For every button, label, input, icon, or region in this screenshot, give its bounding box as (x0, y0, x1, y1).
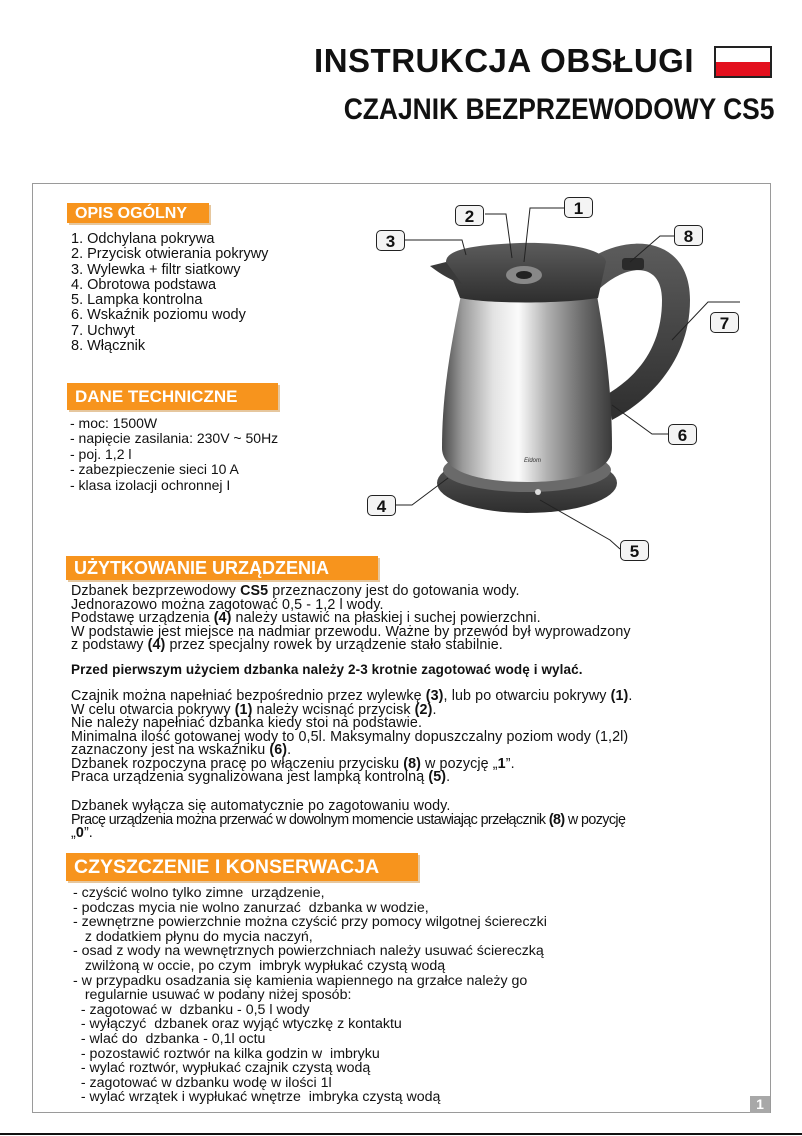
footer-rule (0, 1133, 802, 1135)
text-line: Dzbanek bezprzewodowy CS5 przeznaczony jest do gotowania wody. (71, 583, 520, 599)
document-title: INSTRUKCJA OBSŁUGI (314, 42, 694, 79)
list-item: 8. Włącznik (71, 338, 146, 355)
cleaning-list (73, 886, 547, 1105)
list-item: 5. Lampka kontrolna (71, 292, 203, 309)
list-item: - moc: 1500W (70, 415, 158, 431)
list-item: - w przypadku osadzania się kamienia wapiennego na grzałce należy go (73, 972, 528, 989)
kettle-body (442, 290, 612, 482)
list-item: - zagotować w dzbanku - 0,5 l wody (73, 1001, 310, 1018)
list-item: - wyłączyć dzbanek oraz wyjąć wtyczkę z kontaktu (73, 1016, 402, 1033)
document-subtitle: CZAJNIK BEZPRZEWODOWY CS5 (343, 93, 774, 126)
list-item: - wylać roztwór, wypłukać czajnik czystą wodą (73, 1060, 371, 1077)
list-item: - wlać do dzbanka - 0,1l octu (73, 1030, 266, 1047)
usage-intro (71, 585, 631, 653)
page-number: 1 (750, 1096, 770, 1113)
kettle-logo: Eldom (524, 458, 542, 464)
text-line: Podstawę urządzenia (4) należy ustawić na płaskiej i suchej powierzchni. (71, 610, 541, 626)
text-line: zaznaczony jest na wskaźniku (6). (71, 742, 292, 758)
list-item: 4. Obrotowa podstawa (71, 276, 217, 293)
list-item: - wylać wrzątek i wypłukać wnętrze imbryka czystą wodą (73, 1089, 441, 1106)
list-item: - pozostawić roztwór na kilka godzin w imbryku (73, 1045, 380, 1062)
callout-label: 2 (455, 205, 484, 226)
text-line: Nie należy napełniać dzbanka kiedy stoi na podstawie. (71, 715, 423, 731)
text-line: Praca urządzenia sygnalizowana jest lampką kontrolną (5). (71, 769, 451, 785)
usage-auto-off (71, 800, 625, 841)
list-item: - podczas mycia nie wolno zanurzać dzbanka w wodzie, (73, 899, 429, 916)
text-line: Pracę urządzenia można przerwać w dowolnym momencie ustawiając przełącznik (8) w pozycję (71, 811, 626, 828)
text-line: „0”. (71, 825, 93, 841)
callout-label: 7 (710, 312, 739, 333)
text-line: Czajnik można napełniać bezpośrednio przez wylewkę (3), lub po otwarciu pokrywy (1). (71, 688, 633, 704)
list-item: 1. Odchylana pokrywa (71, 231, 215, 247)
list-item: zwilżoną w occie, po czym imbryk wypłukać czystą wodą (73, 957, 446, 974)
list-item: 3. Wylewka + filtr siatkowy (71, 261, 241, 278)
callout-label: 4 (367, 495, 396, 516)
usage-filling (71, 690, 633, 785)
callout-label: 1 (564, 197, 593, 218)
text-line: z podstawy (4) przez specjalny rowek by urządzenie stało stabilnie. (71, 637, 503, 653)
list-item: - napięcie zasilania: 230V ~ 50Hz (70, 430, 279, 447)
section-heading-usage: UŻYTKOWANIE URZĄDZENIA (66, 556, 378, 580)
callout-label: 8 (674, 225, 703, 246)
list-item: 6. Wskaźnik poziomu wody (71, 307, 246, 324)
text-line: Dzbanek rozpoczyna pracę po włączeniu przycisku (8) w pozycję „1”. (71, 755, 515, 772)
text-line: W podstawie jest miejsce na nadmiar przewodu. Ważne by przewód był wyprowadzony (71, 623, 631, 640)
lid-button-center (516, 271, 532, 279)
list-item: - poj. 1,2 l (70, 445, 132, 462)
text-line: Jednorazowo można zagotować 0,5 - 1,2 l wody. (71, 596, 384, 613)
list-item: - osad z wody na wewnętrznych powierzchniach należy usuwać ściereczką (73, 943, 544, 960)
list-item: 2. Przycisk otwierania pokrywy (71, 246, 269, 263)
list-item: z dodatkiem płynu do mycia naczyń, (73, 928, 313, 945)
list-item: - czyścić wolno tylko zimne urządzenie, (73, 885, 325, 901)
section-heading-general: OPIS OGÓLNY (67, 203, 209, 223)
callout-label: 5 (620, 540, 649, 561)
list-item: 7. Uchwyt (71, 322, 135, 339)
control-lamp (535, 489, 541, 495)
callout-label: 6 (668, 424, 697, 445)
list-item: regularnie usuwać w podany niżej sposób: (73, 987, 352, 1004)
text-line: Minimalna ilość gotowanej wody to 0,5l. Maksymalny dopuszczalny poziom wody (1,2l) (71, 728, 629, 745)
first-use-warning: Przed pierwszym użyciem dzbanka należy 2-3 krotnie zagotować wodę i wylać. (71, 662, 583, 677)
list-item: - zagotować w dzbanku wodę w ilości 1l (73, 1074, 332, 1091)
text-line: W celu otwarcia pokrywy (1) należy wcisnąć przycisk (2). (71, 701, 437, 718)
callout-label: 3 (376, 230, 405, 251)
text-line: Dzbanek wyłącza się automatycznie po zagotowaniu wody. (71, 798, 451, 814)
list-item: - klasa izolacji ochronnej I (70, 476, 231, 493)
list-item: - zewnętrzne powierzchnie można czyścić przy pomocy wilgotnej ściereczki (73, 914, 547, 931)
list-item: - zabezpieczenie sieci 10 A (70, 461, 239, 478)
leader-line-5 (540, 500, 620, 549)
section-heading-tech: DANE TECHNICZNE (67, 383, 278, 410)
section-heading-cleaning: CZYSZCZENIE I KONSERWACJA (66, 853, 418, 881)
